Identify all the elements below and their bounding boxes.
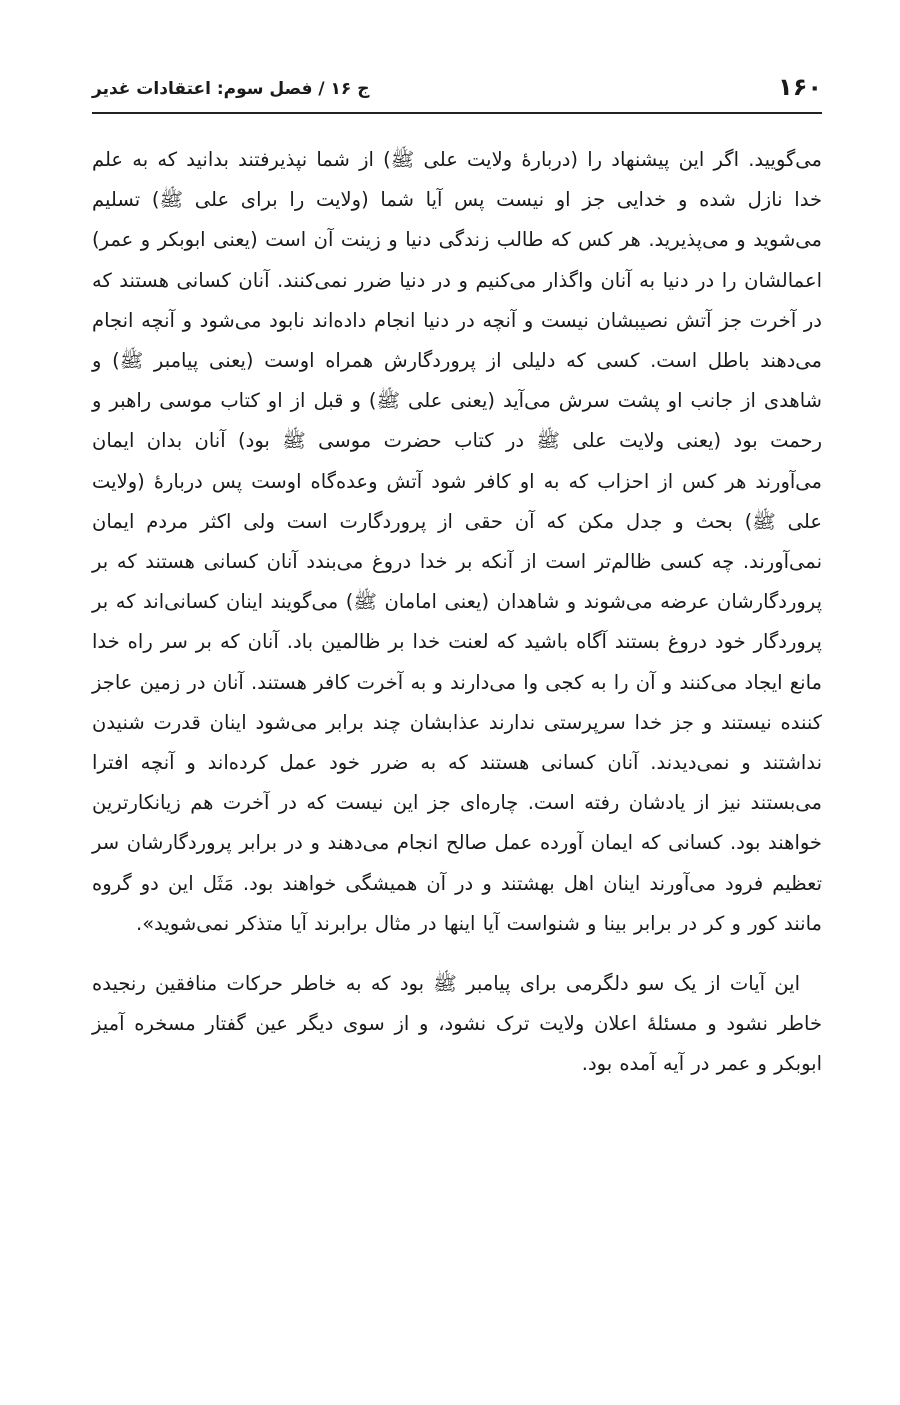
- body-text: [92, 140, 822, 1085]
- page-number: ۱۶۰: [778, 73, 822, 101]
- paragraph-commentary: این آیات از یک سو دلگرمی برای پیامبر ﷺ بود که به خاطر حرکات منافقین رنجیده خاطر نشود و مسئلهٔ اعلان ولایت ترک نشود، و از سوی دیگر عین گفتار مسخره آمیز ابوبکر و عمر در آیه آمده بود.: [92, 972, 822, 1076]
- running-head: ج ۱۶ / فصل سوم: اعتقادات غدیر: [92, 79, 370, 99]
- page-header: [92, 66, 822, 110]
- header-divider: [92, 112, 822, 114]
- paragraph-quoted-verses: می‌گویید. اگر این پیشنهاد را (دربارهٔ ولایت علی ﷺ) از شما نپذیرفتند بدانید که به علم خدا نازل شده و خدایی جز او نیست پس آیا شما (ولایت را برای علی ﷺ) تسلیم می‌شوید و می‌پذیرید. هر کس که طالب زندگی دنیا و زینت آن است (یعنی ابوبکر و عمر) اعمالشان را در دنیا به آنان واگذار می‌کنیم و در دنیا ضرر نمی‌کنند. آنان کسانی هستند که در آخرت جز آتش نصیبشان نیست و آنچه در دنیا انجام داده‌اند نابود می‌شود و آنچه انجام می‌دهند باطل است. کسی که دلیلی از پروردگارش همراه اوست (یعنی پیامبر ﷺ) و شاهدی از جانب او پشت سرش می‌آید (یعنی علی ﷺ) و قبل از او کتاب موسی راهبر و رحمت بود (یعنی ولایت علی ﷺ در کتاب حضرت موسی ﷺ بود) آنان بدان ایمان می‌آورند هر کس از احزاب که به او کافر شود آتش وعده‌گاه اوست پس دربارهٔ (ولایت علی ﷺ) بحث و جدل مکن که آن حقی از پروردگارت است ولی اکثر مردم ایمان نمی‌آورند. چه کسی ظالم‌تر است از آنکه بر خدا دروغ می‌بندد آنان کسانی هستند که بر پروردگارشان عرضه می‌شوند و شاهدان (یعنی امامان ﷺ) می‌گویند اینان کسانی‌اند که بر پروردگار خود دروغ بستند آگاه باشید که لعنت خدا بر ظالمین باد. آنان که بر سر راه خدا مانع ایجاد می‌کنند و آن را به کجی وا می‌دارند و به آخرت کافر هستند. آنان در زمین عاجز کننده نیستند و جز خدا سرپرستی ندارند عذابشان چند برابر می‌شود اینان قدرت شنیدن نداشتند و نمی‌دیدند. آنان کسانی هستند که به ضرر خود عمل کرده‌اند و آنچه افترا می‌بستند نیز از یادشان رفته است. چاره‌ای جز این نیست که در آخرت هم زیانکارترین خواهند بود. کسانی که ایمان آورده عمل صالح انجام می‌دهند و در برابر پروردگارشان سر تعظیم فرود می‌آورند اینان اهل بهشتند و در آن همیشگی خواهند بود. مَثَل این دو گروه مانند کور و کر در برابر بینا و شنواست آیا اینها در مثال برابرند آیا متذکر نمی‌شوید».: [92, 148, 822, 935]
